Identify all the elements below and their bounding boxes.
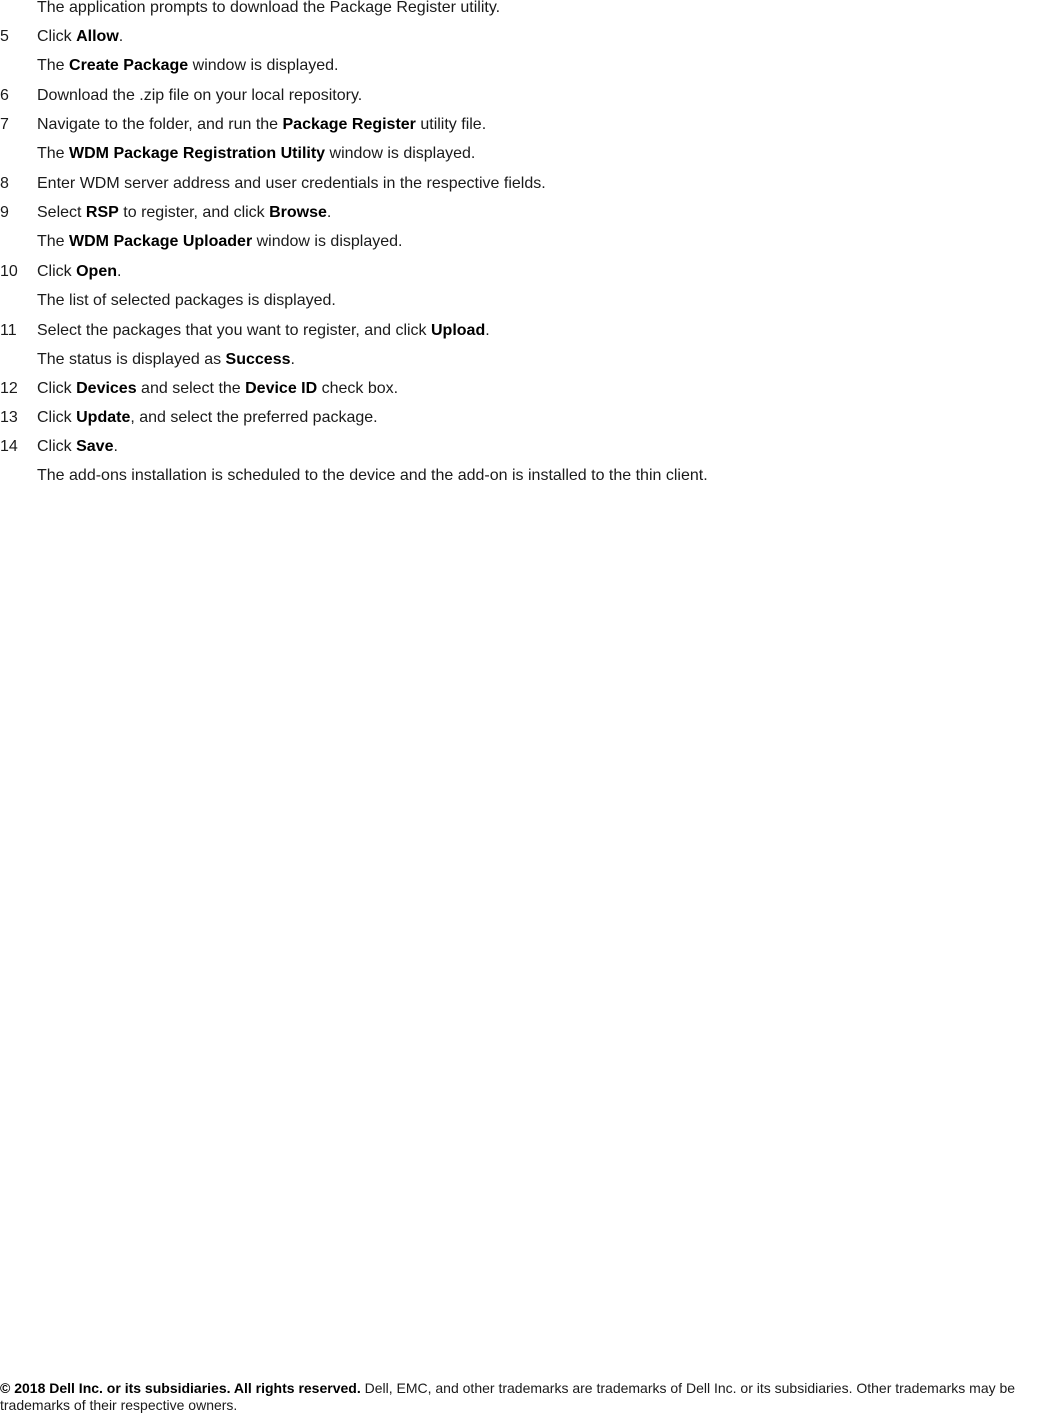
text-segment: . [117,263,122,280]
text-segment: utility file. [415,116,487,133]
copyright-notice: © 2018 Dell Inc. or its subsidiaries. All rights reserved. [0,1380,361,1396]
ui-term: WDM Package Registration Utility [69,145,326,162]
text-segment: The [37,233,70,250]
ui-term: Open [76,263,117,280]
text-segment: Select the packages that you want to register, and click [37,322,431,339]
result-text [37,55,339,77]
step-text [37,26,123,48]
step-text [37,202,331,224]
result-text: The add-ons installation is scheduled to the device and the add-on is installed to the thin client. [37,467,708,484]
text-segment: The [37,57,70,74]
text-segment: check box. [317,380,399,397]
ui-term: Update [76,409,131,426]
text-segment: to register, and click [118,204,270,221]
step-number: 12 [0,380,18,397]
ui-term: Device ID [245,380,318,397]
step-text: Download the .zip file on your local repository. [37,87,363,104]
text-segment: Click [37,380,77,397]
step-text [37,320,490,342]
step-number: 14 [0,438,18,455]
text-segment: and select the [136,380,246,397]
ui-term: Browse [269,204,327,221]
text-segment: Select [37,204,86,221]
text-segment: . [290,351,295,368]
step-number: 11 [0,322,17,339]
ui-term: Create Package [69,57,189,74]
text-segment: . [113,438,118,455]
result-text [37,231,402,253]
step-number: 7 [0,116,9,133]
text-segment: . [118,28,124,45]
text-segment: . [485,322,490,339]
ui-term: Allow [76,28,119,45]
text-segment: The status is displayed as [37,351,226,368]
ui-term: Save [76,438,114,455]
trademark-notice: Dell, EMC, and other trademarks are trademarks of Dell Inc. or its subsidiaries. Other trademarks may be trademarks of their respective owners. [0,1380,1016,1413]
ui-term: WDM Package Uploader [69,233,253,250]
result-text [37,143,475,165]
text-segment: Click [37,438,77,455]
step-text [37,378,398,400]
step-text [37,261,121,283]
ui-term: Devices [76,380,137,397]
step-number: 13 [0,409,18,426]
copyright-footer [0,1380,1060,1414]
text-segment: Click [37,409,77,426]
ui-term: RSP [85,204,119,221]
ui-term: Upload [431,322,486,339]
step-number: 5 [0,28,9,45]
text-segment: The [37,145,70,162]
text-segment: window is displayed. [325,145,476,162]
text-segment: . [326,204,332,221]
text-segment: Navigate to the folder, and run the [37,116,283,133]
text-segment: window is displayed. [252,233,403,250]
step-text [37,436,118,458]
result-text [37,349,295,371]
ui-term: Success [225,351,291,368]
text-segment: , and select the preferred package. [130,409,378,426]
step-number: 10 [0,263,18,280]
text-segment: window is displayed. [188,57,339,74]
result-text: The application prompts to download the Package Register utility. [37,0,501,16]
step-number: 9 [0,204,9,221]
step-number: 6 [0,87,9,104]
result-text: The list of selected packages is displayed. [37,292,336,309]
step-number: 8 [0,175,9,192]
step-text: Enter WDM server address and user credentials in the respective fields. [37,175,546,192]
step-text [37,114,486,136]
ui-term: Package Register [282,116,416,133]
text-segment: Click [37,28,77,45]
step-text [37,407,378,429]
text-segment: Click [37,263,77,280]
